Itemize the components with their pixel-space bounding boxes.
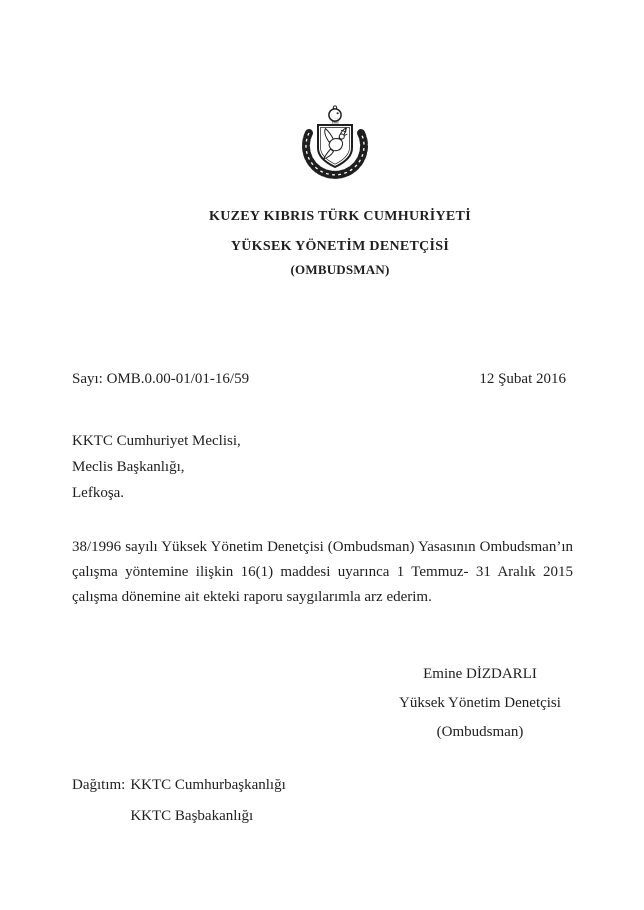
kktc-emblem (299, 104, 371, 180)
recipient-line: KKTC Cumhuriyet Meclisi, (72, 433, 241, 449)
distribution-block (72, 770, 286, 832)
reference-number: Sayı: OMB.0.00-01/01-16/59 (72, 371, 250, 387)
letterhead-country: KUZEY KIBRIS TÜRK CUMHURİYETİ (209, 209, 471, 224)
recipient-line: Lefkoşa. (72, 485, 125, 501)
signature-name: Emine DİZDARLI (423, 666, 537, 682)
letter-date: 12 Şubat 2016 (479, 371, 566, 387)
distribution-item: KKTC Cumhurbaşkanlığı (130, 777, 286, 793)
emblem-year: 1983 (331, 120, 339, 125)
crescent-star-icon (329, 106, 341, 121)
signature-subtitle: (Ombudsman) (436, 724, 524, 740)
recipient-block (72, 428, 241, 506)
letterhead-office: YÜKSEK YÖNETİM DENETÇİSİ (230, 239, 450, 254)
signature-block (375, 660, 585, 747)
reference-row (72, 371, 566, 388)
distribution-item: KKTC Başbakanlığı (130, 808, 254, 824)
distribution-label: Dağıtım: (72, 777, 126, 793)
signature-title: Yüksek Yönetim Denetçisi (399, 695, 561, 711)
distribution-items (130, 770, 285, 832)
body-paragraph: 38/1996 sayılı Yüksek Yönetim Denetçisi (Ombudsman) Yasasının Ombudsman’ın çalışma yöntemine ilişkin 16(1) maddesi uyarınca 1 Temmuz- 31 Aralık 2015 çalışma dönemine ait ekteki raporu saygılarımla arz ederim. (72, 539, 573, 605)
letterhead-ombudsman: (OMBUDSMAN) (290, 262, 390, 277)
recipient-line: Meclis Başkanlığı, (72, 459, 185, 475)
